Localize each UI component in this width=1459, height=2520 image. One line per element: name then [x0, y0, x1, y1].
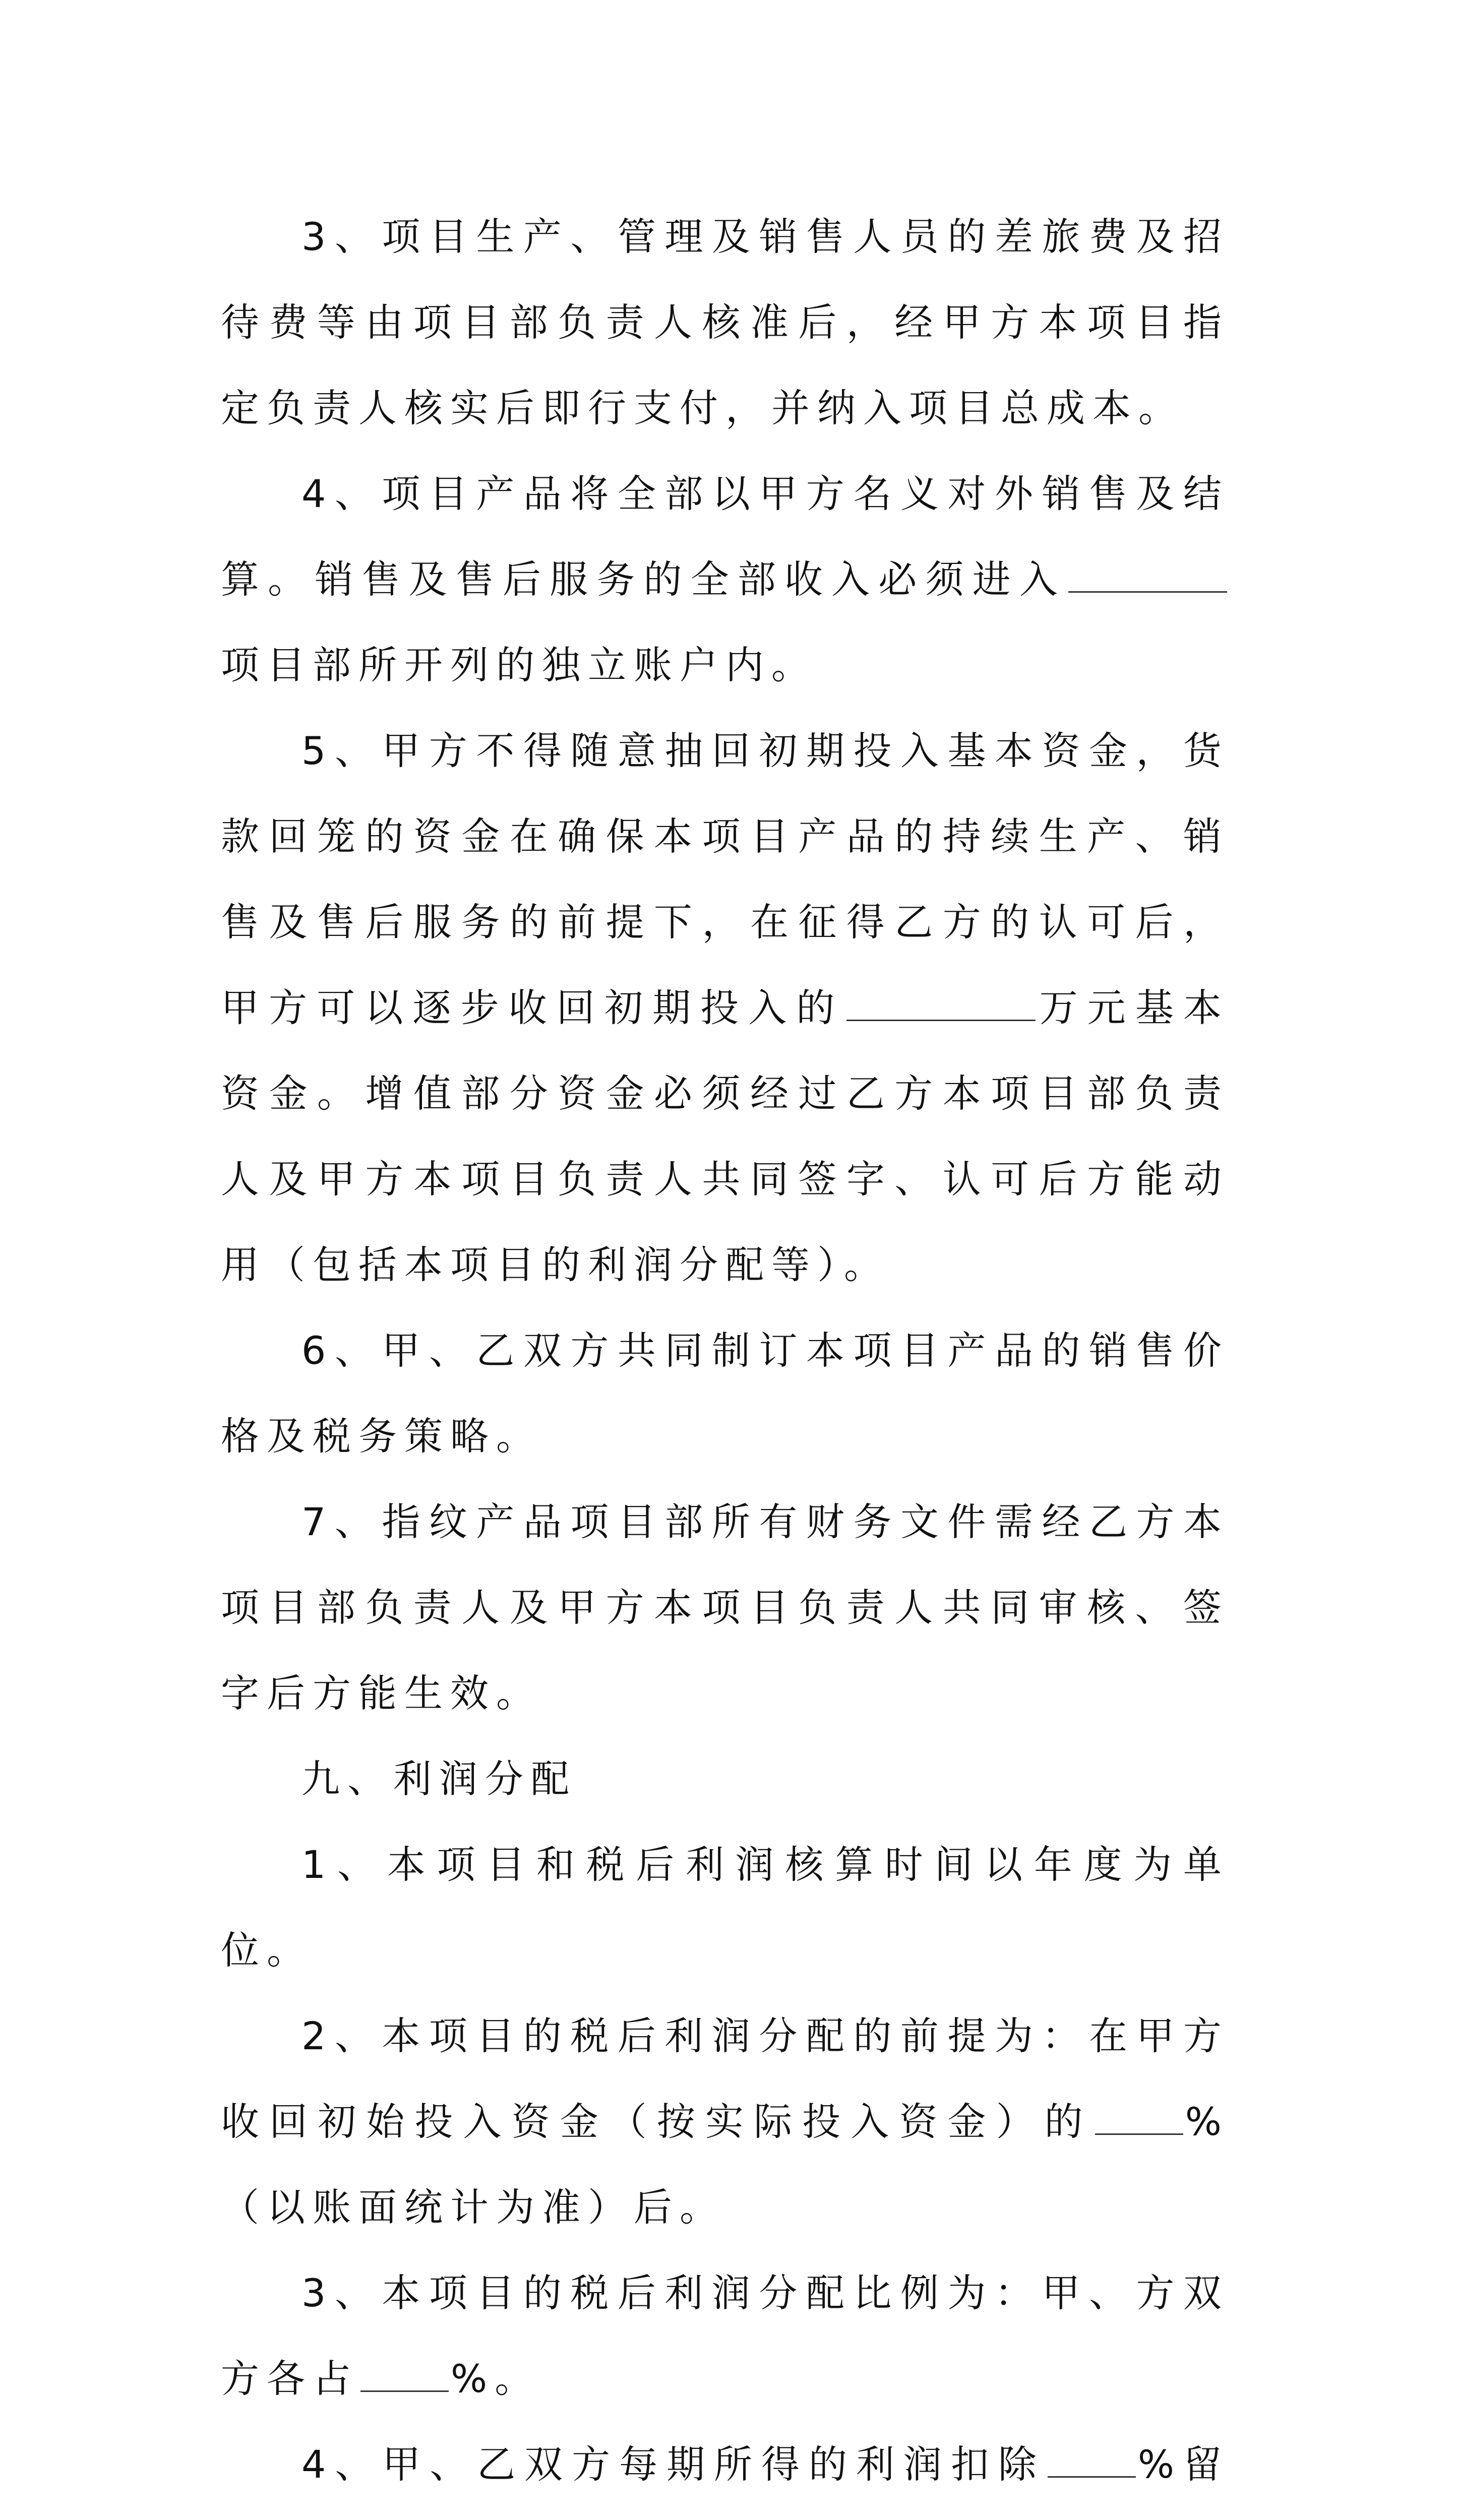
blank-account-name — [1068, 561, 1227, 593]
paragraph-7: 7、指纹产品项目部所有财务文件需经乙方本项目部负责人及甲方本项目负责人共同审核、签字后方能生效。 — [221, 1499, 1229, 1716]
paragraph-9-2: 2、本项目的税后利润分配的前提为：在甲方收回初始投入资金（按实际投入资金）的 %（以账面统计为准）后。 — [221, 2013, 1229, 2230]
blank-capital-amount — [846, 989, 1036, 1021]
blank-share-percent — [360, 2360, 449, 2392]
paragraph-9-4: 4、甲、乙双方每期所得的利润扣除 %留 — [301, 2442, 1229, 2487]
blank-fund-percent — [1048, 2446, 1136, 2478]
paragraph-9-3: 3、本项目的税后利润分配比例为：甲、方双方各占 %。 — [221, 2271, 1229, 2401]
section-heading-profit-distribution: 九、利润分配 — [301, 1756, 577, 1801]
paragraph-5: 5、甲方不得随意抽回初期投入基本资金，货款回笼的资金在确保本项目产品的持续生产、销售及售后服务的前提下，在征得乙方的认可后，甲方可以逐步收回初期投入的 万元基本资金。增值部分资金必须经过乙方本项目部负责人及甲方本项目负责人共同签字、认可后方能动用（包括本项目的利润分配等）。 — [221, 728, 1230, 1287]
paragraph-4: 4、项目产品将全部以甲方名义对外销售及结算。销售及售后服务的全部收入必须进入项目部所开列的独立账户内。 — [221, 471, 1229, 687]
paragraph-6: 6、甲、乙双方共同制订本项目产品的销售价格及税务策略。 — [221, 1328, 1229, 1459]
blank-recovery-percent — [1095, 2103, 1183, 2135]
paragraph-9-1: 1、本项目和税后利润核算时间以年度为单位。 — [221, 1842, 1229, 1973]
paragraph-3: 3、项目生产、管理及销售人员的差旅费及招待费等由项目部负责人核准后，经甲方本项目指定负责人核实后即行支付，并纳入项目总成本。 — [221, 214, 1229, 430]
document-body — [221, 194, 1229, 2520]
